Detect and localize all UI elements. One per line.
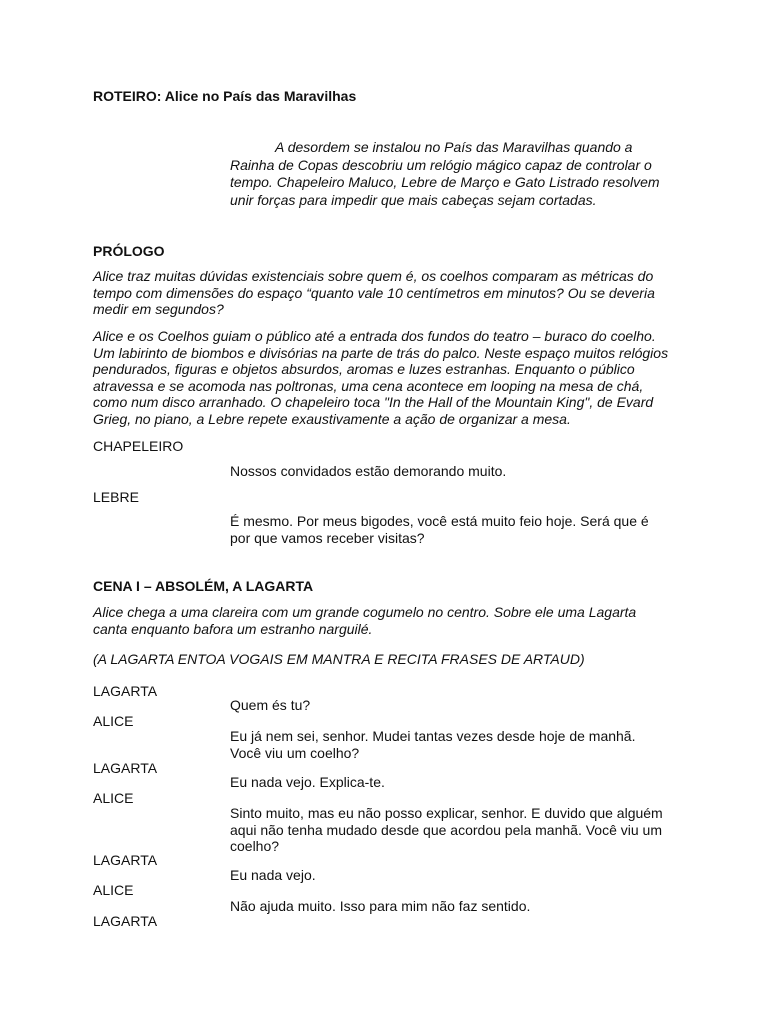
character-name: ALICE <box>93 790 134 806</box>
dialogue-text: Nossos convidados estão demorando muito. <box>230 463 507 479</box>
dialogue-text: É mesmo. Por meus bigodes, você está muito feio hoje. Será que é <box>230 513 649 529</box>
stage-direction-text: (A LAGARTA ENTOA VOGAIS EM MANTRA E RECITA FRASES DE ARTAUD) <box>93 651 585 667</box>
character-name: LEBRE <box>93 489 139 505</box>
dialogue-line <box>230 463 675 480</box>
scene-line: Alice chega a uma clareira com um grande cogumelo no centro. Sobre ele uma Lagarta <box>93 604 637 620</box>
prologue-line: pendurados, figuras e objetos absurdos, aromas e luzes estranhas. Enquanto o público <box>93 361 635 377</box>
dialogue-text: Sinto muito, mas eu não posso explicar, senhor. E duvido que alguém <box>230 805 663 821</box>
prologue-line: Alice e os Coelhos guiam o público até a entrada dos fundos do teatro – buraco do coelho. <box>93 328 656 344</box>
dialogue-line <box>230 774 675 791</box>
dialogue-text: Eu nada vejo. <box>230 867 316 883</box>
dialogue-line <box>230 867 675 884</box>
prologue-heading: PRÓLOGO <box>93 243 165 259</box>
scene-heading: CENA I – ABSOLÉM, A LAGARTA <box>93 578 314 594</box>
dialogue-text: por que vamos receber visitas? <box>230 529 425 546</box>
character-name: LAGARTA <box>93 683 158 699</box>
dialogue-text: Não ajuda muito. Isso para mim não faz sentido. <box>230 898 531 914</box>
scene-line: canta enquanto bafora um estranho narguilé. <box>93 620 373 637</box>
prologue-line: como num disco arranhado. O chapeleiro toca "In the Hall of the Mountain King", de Evard <box>93 394 654 410</box>
dialogue-line <box>230 697 675 714</box>
dialogue-text: aqui não tenha mudado desde que acordou pela manhã. Você viu um <box>230 821 662 838</box>
character-name: LAGARTA <box>93 852 158 868</box>
dialogue-text: Quem és tu? <box>230 697 311 713</box>
prologue-line: atravessa e se acomoda nas poltronas, uma cena acontece em looping na mesa de chá, <box>93 377 644 394</box>
stage-direction <box>93 651 676 668</box>
prologue-paragraph <box>93 328 676 427</box>
synopsis-line: A desordem se instalou no País das Maravilhas quando a <box>275 139 633 155</box>
dialogue-line <box>230 898 675 915</box>
synopsis-line: tempo. Chapeleiro Maluco, Lebre de Março e Gato Listrado resolvem <box>230 174 660 190</box>
character-name: ALICE <box>93 713 134 729</box>
character-name: LAGARTA <box>93 760 158 776</box>
character-name: CHAPELEIRO <box>93 438 184 454</box>
synopsis-line: Rainha de Copas descobriu um relógio mágico capaz de controlar o <box>230 156 652 173</box>
prologue-line: Alice traz muitas dúvidas existenciais sobre quem é, os coelhos comparam as métricas do <box>93 268 654 284</box>
character-name: ALICE <box>93 882 134 898</box>
dialogue-line <box>230 728 675 761</box>
dialogue-line <box>230 513 675 546</box>
prologue-paragraph <box>93 268 676 318</box>
synopsis-line: unir forças para impedir que mais cabeças sejam cortadas. <box>230 191 597 208</box>
dialogue-text: coelho? <box>230 838 280 854</box>
prologue-line: Um labirinto de biombos e divisórias na parte de trás do palco. Neste espaço muitos relógios <box>93 344 669 361</box>
dialogue-text: Eu nada vejo. Explica-te. <box>230 774 385 790</box>
prologue-line: Grieg, no piano, a Lebre repete exaustivamente a ação de organizar a mesa. <box>93 410 571 427</box>
character-name: LAGARTA <box>93 913 158 929</box>
synopsis <box>230 139 675 209</box>
dialogue-text: Você viu um coelho? <box>230 744 360 761</box>
prologue-line: tempo com dimensões do espaço “quanto vale 10 centímetros em minutos? Ou se deveria <box>93 284 655 301</box>
dialogue-line <box>230 805 675 855</box>
prologue-line: medir em segundos? <box>93 301 224 317</box>
document-title: ROTEIRO: Alice no País das Maravilhas <box>93 88 357 104</box>
scene-description <box>93 604 676 637</box>
dialogue-text: Eu já nem sei, senhor. Mudei tantas vezes desde hoje de manhã. <box>230 728 636 744</box>
